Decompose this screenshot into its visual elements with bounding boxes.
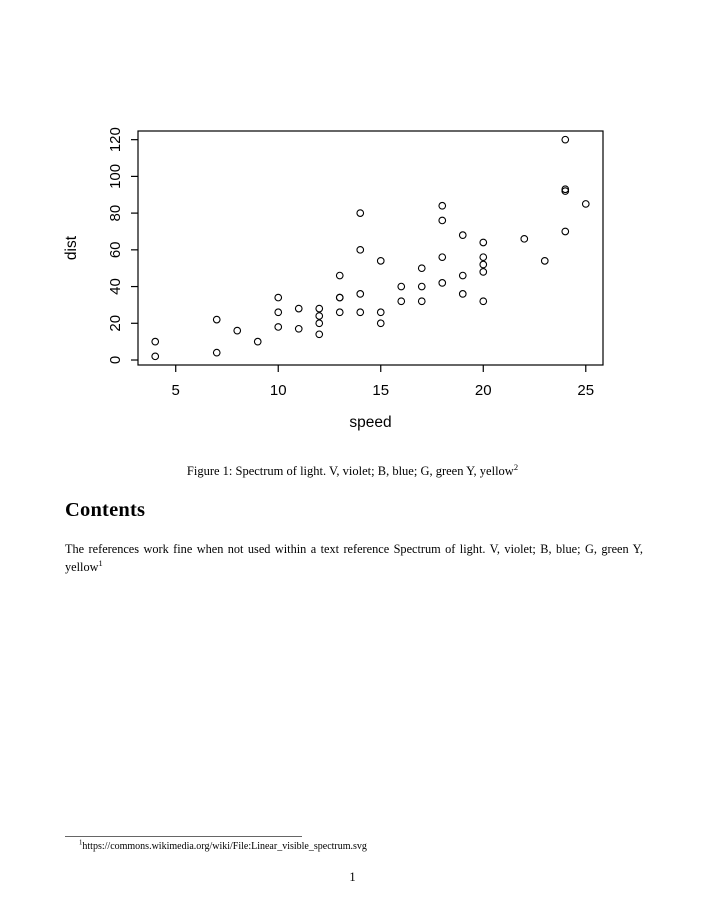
contents-heading: Contents — [65, 499, 146, 521]
x-tick-label: 15 — [372, 382, 390, 399]
data-point — [582, 201, 589, 208]
data-point — [459, 291, 466, 298]
data-point — [316, 331, 323, 338]
data-point — [295, 325, 302, 332]
data-point — [480, 269, 487, 276]
data-point — [316, 320, 323, 327]
x-axis — [172, 365, 595, 431]
y-tick-label: 80 — [107, 204, 124, 222]
y-tick-label: 0 — [107, 355, 124, 365]
data-point — [234, 327, 241, 334]
figure-caption — [65, 463, 640, 479]
data-point — [295, 305, 302, 312]
plot-border — [138, 131, 603, 365]
y-tick-label: 100 — [107, 163, 124, 189]
data-point — [377, 320, 384, 327]
body-paragraph — [65, 541, 643, 577]
footnote — [65, 841, 643, 852]
data-point — [439, 202, 446, 209]
footnote-marker: 1 — [79, 839, 83, 847]
data-point — [377, 258, 384, 265]
data-point — [357, 210, 364, 217]
data-point — [398, 298, 405, 305]
x-axis-title: speed — [349, 414, 392, 431]
data-point — [336, 294, 343, 301]
data-point — [213, 316, 220, 323]
y-tick-label: 60 — [107, 241, 124, 259]
data-point — [398, 283, 405, 290]
data-point — [377, 309, 384, 316]
data-point — [254, 338, 261, 345]
data-point — [480, 298, 487, 305]
data-point — [562, 136, 569, 143]
data-point — [275, 294, 282, 301]
y-tick-label: 40 — [107, 278, 124, 295]
data-point — [357, 309, 364, 316]
data-point — [357, 247, 364, 254]
data-point — [480, 261, 487, 268]
data-point — [275, 309, 282, 316]
figure-chart — [60, 105, 620, 445]
data-point — [439, 254, 446, 261]
data-point — [275, 324, 282, 331]
body-footnote-marker: 1 — [98, 558, 103, 568]
y-tick-label: 20 — [107, 314, 124, 332]
data-point — [152, 338, 159, 345]
data-point — [418, 283, 425, 290]
data-point — [480, 239, 487, 246]
data-point — [418, 265, 425, 272]
data-point — [541, 258, 548, 265]
footnote-rule — [65, 836, 302, 837]
data-points — [152, 136, 589, 359]
data-point — [459, 232, 466, 239]
data-point — [316, 305, 323, 312]
data-point — [521, 236, 528, 243]
scatter-plot-svg — [60, 105, 620, 445]
body-text: The references work fine when not used within a text reference Spectrum of light. V, violet; B, blue; G, green Y, yellow — [65, 542, 643, 574]
data-point — [439, 280, 446, 287]
data-point — [152, 353, 159, 360]
data-point — [213, 349, 220, 356]
figure-caption-text: Figure 1: Spectrum of light. V, violet; B, blue; G, green Y, yellow — [186, 464, 514, 478]
footnote-url: https://commons.wikimedia.org/wiki/File:Linear_visible_spectrum.svg — [82, 841, 367, 852]
x-tick-label: 25 — [577, 382, 595, 399]
caption-footnote-marker: 2 — [513, 461, 519, 472]
data-point — [316, 313, 323, 320]
data-point — [439, 217, 446, 224]
page-number: 1 — [349, 870, 356, 884]
y-axis — [63, 127, 138, 364]
data-point — [336, 309, 343, 316]
y-axis-title: dist — [63, 235, 80, 261]
data-point — [459, 272, 466, 279]
data-point — [336, 272, 343, 279]
data-point — [562, 228, 569, 235]
data-point — [480, 254, 487, 261]
y-tick-label: 120 — [107, 127, 124, 153]
x-tick-label: 10 — [269, 382, 287, 399]
data-point — [357, 291, 364, 298]
data-point — [418, 298, 425, 305]
x-tick-label: 20 — [474, 382, 492, 399]
x-tick-label: 5 — [171, 382, 180, 399]
